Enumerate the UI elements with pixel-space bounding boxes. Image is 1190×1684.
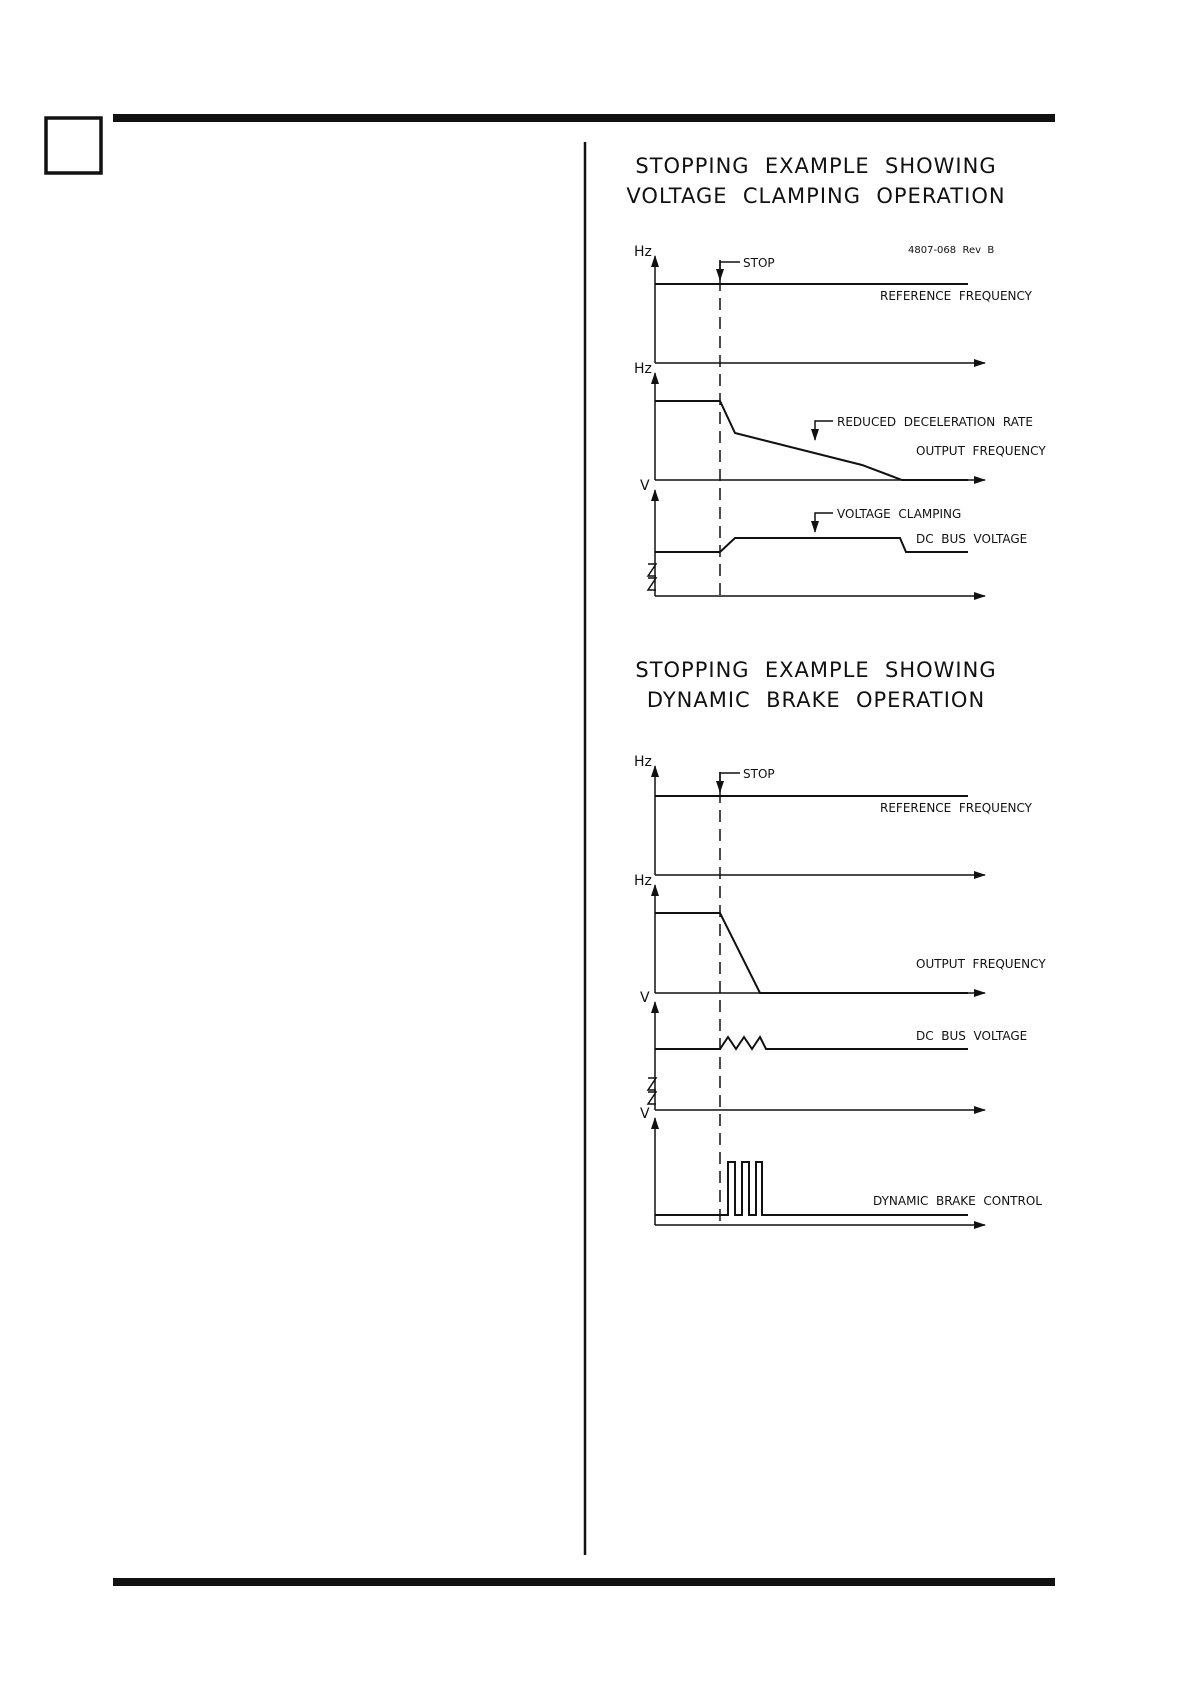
axis-label-hz: Hz	[634, 244, 652, 260]
output-frequency-label: OUTPUT FREQUENCY	[916, 444, 1046, 458]
stop-callout	[720, 262, 740, 280]
section-marker-box	[46, 118, 101, 173]
stop-label: STOP	[743, 767, 775, 781]
dc-bus-voltage-label: DC BUS VOLTAGE	[916, 1029, 1028, 1043]
diagram2-title-line2: DYNAMIC BRAKE OPERATION	[646, 688, 986, 712]
top-rule	[113, 114, 1055, 122]
axis-label-hz: Hz	[634, 754, 652, 770]
axis-label-v: V	[640, 1106, 650, 1122]
reference-frequency-label: REFERENCE FREQUENCY	[880, 801, 1032, 815]
stop-label: STOP	[743, 256, 775, 270]
reduced-deceleration-label: REDUCED DECELERATION RATE	[837, 415, 1033, 429]
axis-label-v: V	[640, 990, 650, 1006]
voltage-clamping-callout	[815, 513, 833, 532]
reference-frequency-label: REFERENCE FREQUENCY	[880, 289, 1032, 303]
stop-callout	[720, 773, 740, 792]
dc-bus-voltage-label: DC BUS VOLTAGE	[916, 532, 1028, 546]
dynamic-brake-control-label: DYNAMIC BRAKE CONTROL	[873, 1194, 1042, 1208]
bottom-rule	[113, 1578, 1055, 1586]
output-frequency-trace	[655, 913, 968, 993]
axis-label-hz: Hz	[634, 361, 652, 377]
voltage-clamping-diagram	[626, 154, 1046, 598]
reduced-deceleration-callout	[815, 421, 833, 440]
diagram1-title-line1: STOPPING EXAMPLE SHOWING	[635, 154, 997, 178]
axis-label-hz: Hz	[634, 873, 652, 889]
diagram1-title-line2: VOLTAGE CLAMPING OPERATION	[626, 184, 1006, 208]
diagram2-title-line1: STOPPING EXAMPLE SHOWING	[635, 658, 997, 682]
drawing-number: 4807-068 Rev B	[908, 245, 995, 256]
voltage-clamping-label: VOLTAGE CLAMPING	[837, 507, 962, 521]
axis-label-v: V	[640, 478, 650, 494]
dynamic-brake-diagram	[634, 658, 1046, 1225]
output-frequency-trace	[655, 401, 968, 480]
output-frequency-label: OUTPUT FREQUENCY	[916, 957, 1046, 971]
